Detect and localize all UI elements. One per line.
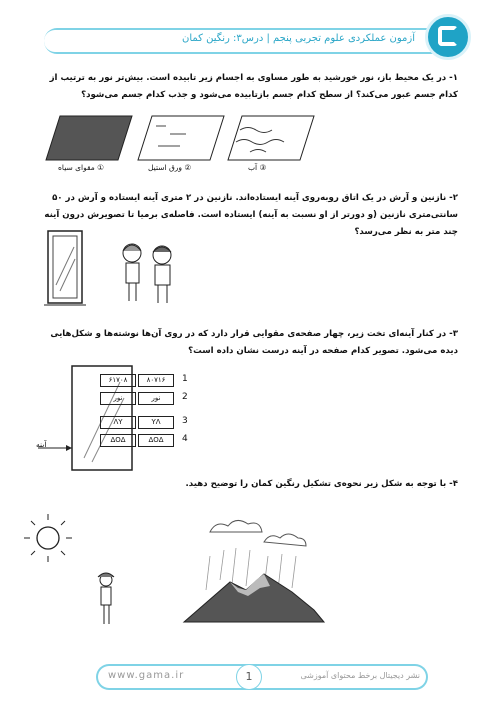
header-title: آزمون عملکردی علوم تجربی پنجم | درس۳: رنگین کمان <box>181 33 415 44</box>
wall-mirror-figure <box>44 231 86 305</box>
plate-4: ΔΟΔ <box>138 434 174 447</box>
observer-person-figure <box>98 573 114 624</box>
reflection-1: ۶۱۷۰۸ <box>100 374 136 387</box>
plate-number-1: 1 <box>182 374 188 384</box>
plate-3: ΥΛ <box>138 416 174 429</box>
gama-logo-glyph-icon <box>438 26 458 46</box>
question-2-text: ۲- نازنین و آرش در یک اتاق روبه‌روی آینه ایستاده‌اند. نازنین در ۲ متری آینه ایستاده و آرش در ۵۰ سانتی‌متری نازنین (و دورتر از او نسبت به آینه) ایستاده است. فاصله‌ی برمیا تا تصویرش درون آینه چند متر به نظر می‌رسد؟ <box>44 193 458 237</box>
steel-sheet-figure <box>138 116 224 160</box>
option-black-cardboard: ① مقوای سیاه <box>58 163 104 172</box>
plate-number-3: 3 <box>182 416 188 426</box>
boy-figure <box>153 246 171 303</box>
option-water: ③ آب <box>248 163 267 172</box>
question-1-figures <box>40 106 330 186</box>
question-4-text: ۴- با توجه به شکل زیر نحوه‌ی تشکیل رنگین کمان را توضیح دهید. <box>185 479 458 489</box>
sun-icon <box>24 514 72 562</box>
footer-url[interactable]: www.gama.ir <box>108 670 185 681</box>
plate-1: ۸۰۷۱۶ <box>138 374 174 387</box>
question-2-figures <box>40 225 210 315</box>
rain-figure <box>206 548 296 590</box>
question-1-text: ۱- در یک محیط باز، نور خورشید به طور مساوی به اجسام زیر تابیده است. بیش‌تر نور به ترتیب از کدام جسم عبور می‌کند؟ از سطح کدام جسم بازتابیده می‌شود و جذب کدام جسم می‌شود؟ <box>49 73 458 100</box>
reflection-2: نور <box>100 392 136 405</box>
plate-number-4: 4 <box>182 434 188 444</box>
water-figure <box>228 116 314 160</box>
reflection-3: ΛΥ <box>100 416 136 429</box>
clouds-figure <box>210 520 306 546</box>
plate-2: نور <box>138 392 174 405</box>
footer-publisher: نشر دیجیتال برخط محتوای آموزشی <box>300 671 420 680</box>
black-cardboard-figure <box>46 116 132 160</box>
girl-figure <box>123 244 141 301</box>
plate-number-2: 2 <box>182 392 188 402</box>
option-steel-sheet: ② ورق استیل <box>148 163 192 172</box>
mountain-figure <box>184 574 324 622</box>
mirror-label: آینه <box>36 440 47 449</box>
reflection-4: ΔΟΔ <box>100 434 136 447</box>
page-number: 1 <box>236 664 262 690</box>
question-4-rainbow-figure <box>24 500 354 650</box>
question-3-text: ۳- در کنار آینه‌ای تخت زیر، چهار صفحه‌ی مقوایی قرار دارد که در روی آن‌ها نوشته‌ها و شکل‌هایی دیده می‌شود. تصویر کدام صفحه در آینه درست نشان داده است؟ <box>50 329 458 356</box>
